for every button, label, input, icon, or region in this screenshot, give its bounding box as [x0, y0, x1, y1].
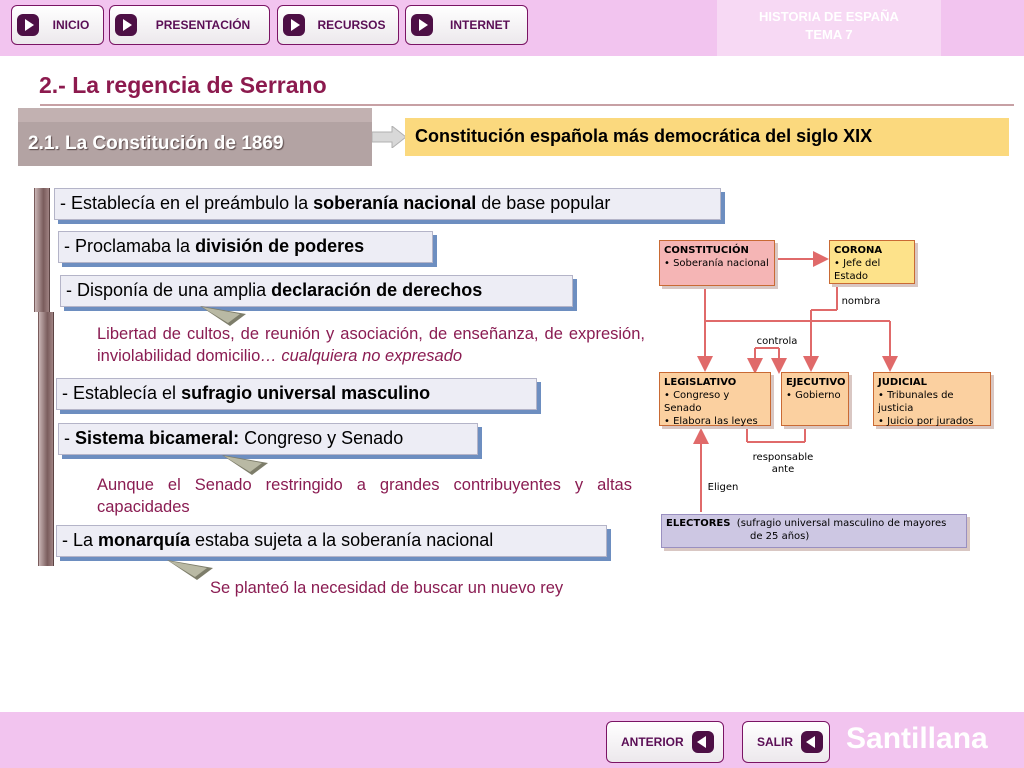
back-icon: [801, 731, 823, 753]
nav-internet-label: INTERNET: [450, 18, 510, 32]
exit-button[interactable]: [742, 721, 830, 763]
note-senado: Aunque el Senado restringido a grandes contribuyentes y altas capacidades: [97, 476, 632, 516]
box-judicial: JUDICIAL • Tribunales de justicia • Juicio por jurados: [873, 372, 991, 426]
nav-inicio-button[interactable]: [11, 5, 104, 45]
bracket-bar: [38, 312, 54, 420]
note-rey: Se planteó la necesidad de buscar un nuevo rey: [210, 579, 564, 597]
bracket-bar: [38, 420, 54, 566]
play-icon: [115, 14, 137, 36]
nav-recursos-label: RECURSOS: [317, 18, 386, 32]
label-responsable-ante: responsable ante: [752, 452, 814, 475]
title-divider: [40, 104, 1014, 106]
nav-presentacion-button[interactable]: [109, 5, 270, 45]
statement-soberania: - Establecía en el preámbulo la soberanía nacional de base popular: [54, 188, 721, 220]
back-icon: [692, 731, 714, 753]
note-libertades: Libertad de cultos, de reunión y asociación, de enseñanza, de expresión, inviolabilidad domicilio… cualquiera no expresado: [97, 325, 645, 365]
bracket-bar: [34, 188, 50, 312]
play-icon: [283, 14, 305, 36]
pointer-arrow-icon: [167, 560, 213, 580]
label-controla: controla: [756, 336, 798, 347]
section-title: 2.1. La Constitución de 1869: [28, 133, 284, 154]
banner: Constitución española más democrática del siglo XIX: [405, 118, 1009, 156]
subject-tab: [717, 0, 941, 56]
section-tab: [18, 108, 372, 166]
statement-derechos: - Disponía de una amplia declaración de derechos: [60, 275, 573, 307]
box-corona: CORONA • Jefe del Estado: [829, 240, 915, 284]
exit-label: SALIR: [757, 735, 793, 749]
nav-inicio-label: INICIO: [52, 18, 90, 32]
box-electores: ELECTORES (sufragio universal masculino de mayores de 25 años): [661, 514, 967, 548]
play-icon: [17, 14, 39, 36]
statement-division-poderes: - Proclamaba la división de poderes: [58, 231, 433, 263]
previous-button[interactable]: [606, 721, 724, 763]
box-legislativo: LEGISLATIVO • Congreso y Senado • Elabora las leyes: [659, 372, 771, 426]
previous-label: ANTERIOR: [621, 735, 684, 749]
play-icon: [411, 14, 433, 36]
subject-unit: TEMA 7: [805, 27, 853, 42]
nav-internet-button[interactable]: [405, 5, 528, 45]
nav-presentacion-label: PRESENTACIÓN: [155, 18, 251, 32]
statement-monarquia: - La monarquía estaba sujeta a la soberanía nacional: [56, 525, 607, 557]
statement-sufragio: - Establecía el sufragio universal masculino: [56, 378, 537, 410]
box-ejecutivo: EJECUTIVO • Gobierno: [781, 372, 849, 426]
pointer-arrow-icon: [222, 455, 268, 475]
subject-title: HISTORIA DE ESPAÑA: [759, 9, 899, 24]
label-eligen: Eligen: [707, 482, 739, 493]
nav-recursos-button[interactable]: [277, 5, 399, 45]
arrow-connector-icon: [372, 126, 406, 148]
constitution-diagram: [655, 230, 1003, 556]
label-nombra: nombra: [841, 296, 881, 307]
statement-bicameral: - Sistema bicameral: Congreso y Senado: [58, 423, 478, 455]
publisher-logo: Santillana: [846, 722, 988, 755]
box-constitucion: CONSTITUCIÓN • Soberanía nacional: [659, 240, 775, 286]
page-title: 2.- La regencia de Serrano: [39, 72, 327, 98]
